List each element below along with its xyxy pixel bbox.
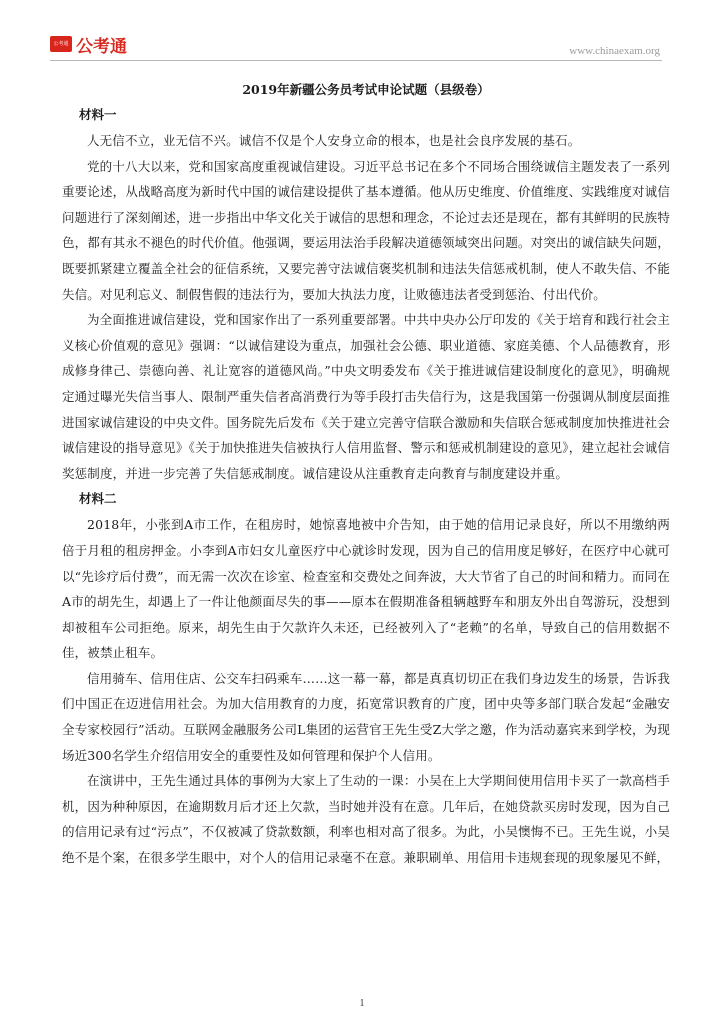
page-number: 1 xyxy=(359,998,365,1009)
paragraph: 人无信不立，业无信不兴。诚信不仅是个人安身立命的根本，也是社会良序发展的基石。 xyxy=(87,133,581,148)
logo-text: 公考通 xyxy=(76,36,127,57)
paragraph: 在演讲中，王先生通过具体的事例为大家上了生动的一课：小吴在上大学期间使用信用卡买了一款高档手机，因为种种原因，在逾期数月后才还上欠款，当时她并没有在意。几年后，在她贷款买房时发现，因为自己的信用记录有过“污点”，不仅被减了贷款数额，利率也相对高了很多。为此，小吴懊悔不已。王先生说，小吴绝不是个案，在很多学生眼中，对个人的信用记录毫不在意。兼职刷单、用信用卡违规套现的现象屡见不鲜， xyxy=(62,773,670,866)
site-url[interactable]: www.chinaexam.org xyxy=(569,45,660,57)
section-heading: 材料一 xyxy=(79,107,117,122)
header-divider xyxy=(50,60,662,61)
document-title: 2019年新疆公务员考试申论试题（县级卷） xyxy=(242,82,490,97)
document-body xyxy=(62,72,670,871)
logo-badge-icon: 公考通 xyxy=(50,36,72,52)
page-header xyxy=(0,0,724,64)
brand-logo[interactable] xyxy=(50,33,127,55)
paragraph: 2018年，小张到A市工作，在租房时，她惊喜地被中介告知，由于她的信用记录良好，所以不用缴纳两倍于月租的租房押金。小李到A市妇女儿童医疗中心就诊时发现，因为自己的信用度足够好，在医疗中心就可以“先诊疗后付费”，而无需一次次在诊室、检查室和交费处之间奔波，大大节省了自己的时间和精力。而同在A市的胡先生，却遇上了一件让他颜面尽失的事——原本在假期准备租辆越野车和朋友外出自驾游玩，没想到却被租车公司拒绝。原来，胡先生由于欠款许久未还，已经被列入了“老赖”的名单，导致自己的信用数据不佳，被禁止租车。 xyxy=(62,517,670,661)
paragraph: 为全面推进诚信建设，党和国家作出了一系列重要部署。中共中央办公厅印发的《关于培育和践行社会主义核心价值观的意见》强调：“以诚信建设为重点，加强社会公德、职业道德、家庭美德、个人品德教育，形成修身律己、崇德向善、礼让宽容的道德风尚。”中央文明委发布《关于推进诚信建设制度化的意见》，明确规定通过曝光失信当事人、限制严重失信者高消费行为等手段打击失信行为，这是我国第一份强调从制度层面推进国家诚信建设的中央文件。国务院先后发布《关于建立完善守信联合激励和失信联合惩戒制度加快推进社会诚信建设的指导意见》《关于加快推进失信被执行人信用监督、警示和惩戒机制建设的意见》，建立起社会诚信奖惩制度，并进一步完善了失信惩戒制度。诚信建设从注重教育走向教育与制度建设并重。 xyxy=(62,312,670,481)
paragraph: 党的十八大以来，党和国家高度重视诚信建设。习近平总书记在多个不同场合围绕诚信主题发表了一系列重要论述，从战略高度为新时代中国的诚信建设提供了基本遵循。他从历史维度、价值维度、实践维度对诚信问题进行了深刻阐述，进一步指出中华文化关于诚信的思想和理念，不论过去还是现在，都有其鲜明的民族特色，都有其永不褪色的时代价值。他强调，要运用法治手段解决道德领域突出问题。对突出的诚信缺失问题，既要抓紧建立覆盖全社会的征信系统，又要完善守法诚信褒奖机制和违法失信惩戒机制，使人不敢失信、不能失信。对见利忘义、制假售假的违法行为，要加大执法力度，让败德违法者受到惩治、付出代价。 xyxy=(62,158,670,302)
paragraph: 信用骑车、信用住店、公交车扫码乘车……这一幕一幕，都是真真切切正在我们身边发生的场景，告诉我们中国正在迈进信用社会。为加大信用教育的力度，拓宽常识教育的广度，团中央等多部门联合发起“金融安全专家校园行”活动。互联网金融服务公司L集团的运营官王先生受Z大学之邀，作为活动嘉宾来到学校，为现场近300名学生介绍信用安全的重要性及如何管理和保护个人信用。 xyxy=(62,670,670,763)
section-heading: 材料二 xyxy=(79,491,117,507)
